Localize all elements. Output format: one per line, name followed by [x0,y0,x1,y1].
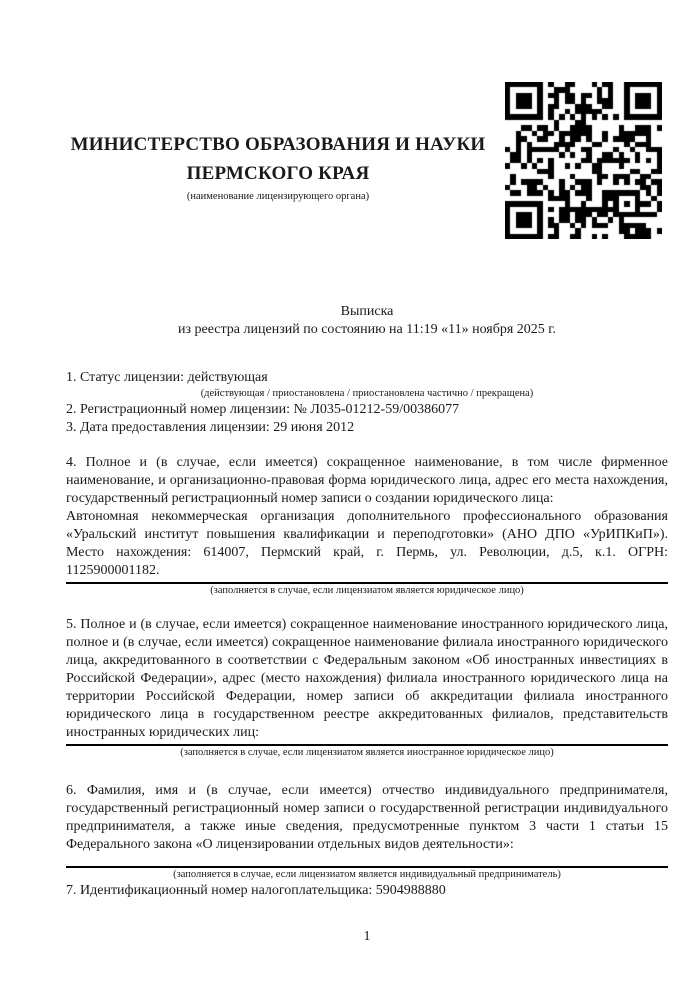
page-number: 1 [363,929,371,944]
entrepreneur-caption: (заполняется в случае, если лицензиатом является индивидуальный предприниматель) [173,869,561,880]
foreign-entity-label: 5. Полное и (в случае, если имеется) сокращенное наименование иностранного юридического лица, полное и (в случае, если имеется) сокращенное наименование филиала иностранного юридического лица, аккредитованного в соответствии с Федеральным законом «Об иностранных инвестициях в Российской Федерации», адрес (место нахождения) филиала иностранного юридического лица на территории Российской Федерации, номер записи об аккредитации филиала иностранного юридического лица в государственном реестре аккредитованных филиалов, представительств иностранных юридических лиц: [66,617,668,740]
item-5-foreign-entity [66,616,668,760]
item-6-entrepreneur [66,782,668,882]
foreign-entity-caption: (заполняется в случае, если лицензиатом является иностранное юридическое лицо) [180,747,554,758]
document-title [66,303,668,339]
legal-entity-label: 4. Полное и (в случае, если имеется) сокращенное наименование, в том числе фирменное наименование, и организационно-правовая форма юридического лица, адрес его места нахождения, государственный регистрационный номер записи о создании юридического лица: [66,455,668,506]
legal-entity-caption: (заполняется в случае, если лицензиатом является юридическое лицо) [210,585,524,596]
document-body [66,369,668,900]
ministry-name-line2: ПЕРМСКОГО КРАЯ [186,163,370,184]
qr-code-icon [505,82,662,239]
licensing-authority-header [66,130,490,204]
license-status-text: 1. Статус лицензии: действующая [66,370,268,385]
document-title-line1: Выписка [340,304,394,319]
entrepreneur-value-blank [66,854,668,864]
legal-entity-value: Автономная некоммерческая организация дополнительного профессионального образования «Уральский институт повышения квалификации и переподготовки» (АНО ДПО «УрИПКиП»). Место нахождения: 614007, Пермский край, г. Пермь, ул. Революции, д.5, к.1. ОГРН: 1125900001182. [66,509,668,578]
document-title-line2: из реестра лицензий по состоянию на 11:19 «11» ноября 2025 г. [178,322,556,337]
entrepreneur-label: 6. Фамилия, имя и (в случае, если имеется) отчество индивидуального предпринимателя, государственный регистрационный номер записи о государственной регистрации индивидуального предпринимателя, а также иные сведения, предусмотренные пунктом 3 части 1 статьи 15 Федерального закона «О лицензировании отдельных видов деятельности»: [66,783,668,852]
item-2-registration-number: 2. Регистрационный номер лицензии: № Л035-01212-59/00386077 [66,402,460,417]
ministry-caption: (наименование лицензирующего органа) [186,191,370,202]
item-3-grant-date: 3. Дата предоставления лицензии: 29 июня 2012 [66,420,355,435]
item-1-license-status [66,369,668,401]
item-7-taxpayer-number: 7. Идентификационный номер налогоплательщика: 5904988880 [66,883,446,898]
item-4-legal-entity [66,454,668,598]
license-status-caption: (действующая / приостановлена / приостановлена частично / прекращена) [200,388,534,399]
ministry-name-line1: МИНИСТЕРСТВО ОБРАЗОВАНИЯ И НАУКИ [70,134,486,155]
